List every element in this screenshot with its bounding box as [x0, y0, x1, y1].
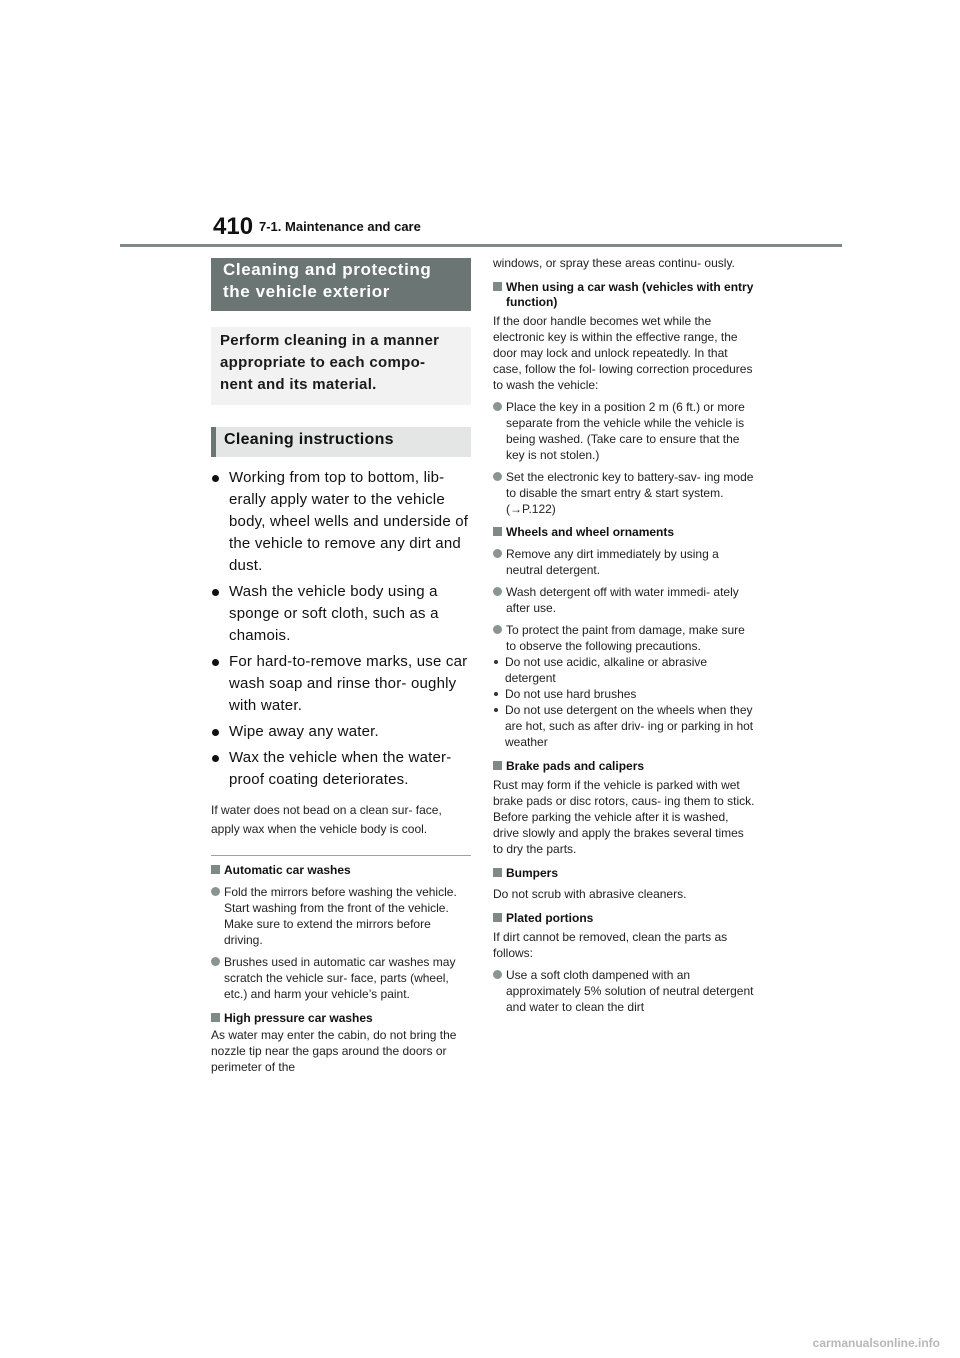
list-item: Place the key in a position 2 m (6 ft.) or more separate from the vehicle while the vehicle is being washed. (Take care to ensure that the key is not stolen.): [493, 399, 755, 463]
list-item: Wash detergent off with water immedi- ately after use.: [493, 584, 755, 616]
bullet-icon: [212, 755, 219, 762]
section-banner: Cleaning and protecting the vehicle exterior: [211, 258, 471, 311]
bullet-icon: [494, 708, 498, 712]
circle-bullet-icon: [211, 957, 220, 966]
precautions-list: [493, 654, 755, 750]
circle-bullet-icon: [493, 970, 502, 979]
wheels-heading: Wheels and wheel ornaments: [493, 525, 755, 540]
intro-box: Perform cleaning in a manner appropriate to each compo- nent and its material.: [211, 327, 471, 405]
cleaning-instructions-heading: Cleaning instructions: [211, 427, 471, 457]
square-bullet-icon: [211, 865, 220, 874]
list-item: Working from top to bottom, lib- erally apply water to the vehicle body, wheel wells and underside of the vehicle to remove any dirt and dust.: [211, 467, 471, 577]
list-item: Do not use acidic, alkaline or abrasive detergent: [493, 654, 755, 686]
list-item: Wax the vehicle when the water- proof coating deteriorates.: [211, 747, 471, 791]
brake-text: Rust may form if the vehicle is parked with wet brake pads or disc rotors, caus- ing them to stick. Before parking the vehicle after it is washed, drive slowly and apply the brakes several times to dry the parts.: [493, 778, 755, 856]
circle-bullet-icon: [493, 549, 502, 558]
bullet-icon: [212, 589, 219, 596]
bullet-icon: [212, 659, 219, 666]
right-column: [493, 255, 755, 1015]
pressure-wash-heading: High pressure car washes: [211, 1011, 471, 1026]
square-bullet-icon: [493, 868, 502, 877]
entry-wash-text: If the door handle becomes wet while the electronic key is within the effective range, the door may lock and unlock repeatedly. In that case, follow the fol- lowing correction procedures to wash the vehicle:: [493, 314, 753, 392]
list-item: Brushes used in automatic car washes may scratch the vehicle sur- face, parts (wheel, etc.) and harm your vehicle’s paint.: [211, 954, 471, 1002]
circle-bullet-icon: [493, 402, 502, 411]
list-item: Do not use detergent on the wheels when they are hot, such as after driv- ing or parking in hot weather: [493, 702, 755, 750]
list-item: Remove any dirt immediately by using a neutral detergent.: [493, 546, 755, 578]
plated-text: If dirt cannot be removed, clean the parts as follows:: [493, 930, 728, 960]
bullet-icon: [212, 729, 219, 736]
square-bullet-icon: [493, 913, 502, 922]
brake-heading: Brake pads and calipers: [493, 759, 755, 774]
square-bullet-icon: [493, 282, 502, 291]
list-item: Wipe away any water.: [211, 721, 471, 743]
list-item: Do not use hard brushes: [493, 686, 755, 702]
circle-bullet-icon: [493, 472, 502, 481]
wax-note: If water does not bead on a clean sur- face, apply wax when the vehicle body is cool.: [211, 803, 442, 836]
watermark[interactable]: carmanualsonline.info: [812, 1336, 940, 1350]
bumpers-heading: Bumpers: [493, 866, 755, 881]
page-number: 410: [213, 213, 254, 240]
list-item: Set the electronic key to battery-sav- ing mode to disable the smart entry & start system. (→P.122): [493, 469, 755, 517]
bullet-icon: [494, 692, 498, 696]
bullet-icon: [494, 660, 498, 664]
circle-bullet-icon: [493, 587, 502, 596]
instruction-list: [211, 467, 471, 791]
list-item: To protect the paint from damage, make sure to observe the following precautions.: [493, 622, 755, 654]
bullet-icon: [212, 475, 219, 482]
square-bullet-icon: [493, 761, 502, 770]
entry-wash-heading: When using a car wash (vehicles with entry function): [493, 280, 755, 310]
pressure-wash-continued: windows, or spray these areas continu- ously.: [493, 256, 735, 270]
header-divider: [120, 244, 842, 247]
list-item: Fold the mirrors before washing the vehicle. Start washing from the front of the vehicle. Make sure to extend the mirrors before driving.: [211, 884, 471, 948]
square-bullet-icon: [211, 1013, 220, 1022]
square-bullet-icon: [493, 527, 502, 536]
list-item: Use a soft cloth dampened with an approximately 5% solution of neutral detergent and water to clean the dirt: [493, 967, 755, 1015]
bumpers-text: Do not scrub with abrasive cleaners.: [493, 887, 687, 901]
list-item: For hard-to-remove marks, use car wash soap and rinse thor- oughly with water.: [211, 651, 471, 717]
circle-bullet-icon: [493, 625, 502, 634]
pressure-wash-text: As water may enter the cabin, do not bring the nozzle tip near the gaps around the doors or perimeter of the: [211, 1028, 457, 1074]
circle-bullet-icon: [211, 887, 220, 896]
left-column: [211, 258, 471, 1075]
list-item: Wash the vehicle body using a sponge or soft cloth, such as a chamois.: [211, 581, 471, 647]
section-label: 7-1. Maintenance and care: [259, 219, 421, 234]
plated-heading: Plated portions: [493, 911, 755, 926]
notes-divider: [211, 855, 471, 856]
auto-wash-heading: Automatic car washes: [211, 863, 471, 878]
